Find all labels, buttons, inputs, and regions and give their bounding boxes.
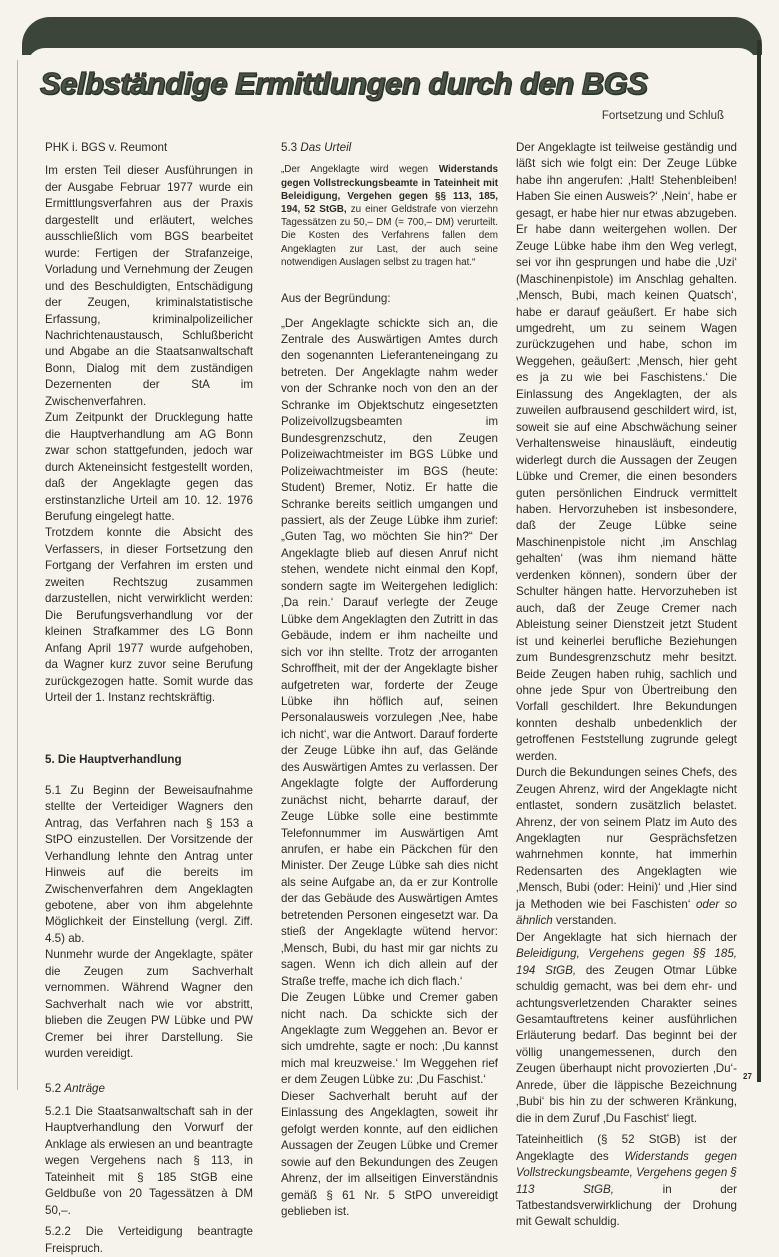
paragraph: Der Angeklagte ist teilweise geständig und läßt sich wie folgt ein: Der Zeuge Lübke habe ihn angerufen: ‚Halt! Stehenbleiben! Haben Sie einen Ausweis?‘ ‚Nein‘, habe er gesagt, er habe hier nur etwas abzugeben. Er habe dann weitergehen wollen. Der Zeuge Lübke habe ihm den Weg verlegt, sei vor ihn gesprungen und habe die ‚Uzi‘ (Maschinenpistole) im Anschlag gehalten. ‚Mensch, Bubi, mach keinen Quatsch‘, habe er darauf geäußert. Er habe sich umgedreht, um zu seinem Wagen zurückzugehen und habe, schon im Weggehen, geäußert: ‚Mensch, hier geht es ja zu wie bei Faschistens.‘ Die Einlassung des Angeklagten, der als zuweilen aufbrausend geschildert wird, ist, soweit sie auf eine Abschwächung seiner Verhaltensweise hinausläuft, eindeutig widerlegt durch die Aussagen der Zeugen Lübke und Cremer, die einen besonders guten persönlichen Eindruck vermittelt haben. Hervorzuheben ist insbesondere, daß der Zeuge Lübke seine Maschinenpistole nicht ‚im Anschlag gehalten‘ (was ihm niemand hätte verdenken können), sondern über der Schulter hängen hatte. Hervorzuheben ist auch, daß der Zeuge Cremer nach Ableistung seiner Dienstzeit jetzt Student ist und keinerlei berufliche Beziehungen zum Bundesgrenzschutz mehr besitzt. Beide Zeugen haben ruhig, sachlich und ohne jede Spur von Übertreibung den Vorfall geschildert. Ihre Bekundungen konnten deshalb unbedenklich der getroffenen Feststellung zugrunde gelegt werden. xyxy=(516,141,737,763)
paragraph: Die Zeugen Lübke und Cremer gaben nicht nach. Da schickte sich der Angeklagte zum Weggehen an. Bevor er sich umdrehte, sagte er noch: ‚Du kannst mich mal kreuzweise.‘ Im Weggehen rief er dem Zeugen Lübke zu: ‚Du Faschist.‘ xyxy=(281,991,498,1087)
section-title: Das Urteil xyxy=(300,141,352,154)
text: Tateinheitlich (§ 52 StGB) ist der Angeklagte des xyxy=(516,1133,737,1163)
section-heading-5-2 xyxy=(45,1081,253,1097)
paragraph: Dieser Sachverhalt beruht auf der Einlassung des Angeklagten, soweit ihr gefolgt werden konnte, auf den eidlichen Aussagen der Zeugen Lübke und Cremer sowie auf den Bekundungen des Zeugen Ahrenz, der im allseitigen Einverständnis gemäß § 61 Nr. 5 StPO unvereidigt geblieben ist. xyxy=(281,1089,498,1218)
paragraph-5-1: 5.1 Zu Beginn der Beweisaufnahme stellte der Verteidiger Wagners den Antrag, das Verfahren nach § 153 a StPO einzustellen. Der Vorsitzende der Verhandlung lehnte den Antrag unter Hinweis auf die bereits im Zwischenverfahren dem Angeklagten gebotene, aber von ihm abgelehnte Möglichkeit der Einstellung (vergl. Ziff. 4.5) ab. xyxy=(45,783,253,945)
text-italic: Beleidigung, Vergehens gegen §§ 185, 194 StGB, xyxy=(516,947,737,977)
verdict-quote xyxy=(281,163,498,269)
reasoning-body xyxy=(281,316,498,1221)
section-5-1 xyxy=(45,783,253,1063)
paragraph-intro: Im ersten Teil dieser Ausführungen in der Ausgabe Februar 1977 wurde ein Ermittlungsverfahren aus der Praxis dargestellt und erläutert, welches ausschließlich vom BGS bearbeitet wurde: Fertigen der Strafanzeige, Vorladung und Vernehmung der Zeugen und des Beschuldigten, Entschädigung der Zeugen, kriminalstatistische Erfassung, kriminalpolizeilicher Nachrichtenaustausch, Schlußbericht und Abgabe an die Staatsanwaltschaft Bonn, Dialog mit dem zuständigen Dezernenten der StA im Zwischenverfahren. xyxy=(45,164,253,408)
section-number: 5.2 xyxy=(45,1081,65,1095)
heading-reasoning: Aus der Begründung: xyxy=(281,292,391,306)
section-number: 5.3 xyxy=(281,141,301,154)
text: in der Tatbestandsverwirklichung der Drohung mit Gewalt schuldig. xyxy=(516,1182,737,1229)
text: verstanden. xyxy=(552,914,617,928)
section-title: Anträge xyxy=(64,1081,105,1095)
page-number: 27 xyxy=(743,1072,752,1081)
text: des Zeugen Otmar Lübke schuldig gemacht, was bei dem ehr- und achtungsverletzenden Charakter seines Gesamtauftretens keiner ausführlichen Erläuterung bedarf. Das beginnt bei der völlig unangemessenen, durch den Zeugen überhaupt nicht provozierten ‚Du‘-Anrede, über die läppische Bezeichnung ‚Bubi‘ bis hin zu der schweren Kränkung, die in dem Zuruf ‚Du Faschist‘ liegt. xyxy=(516,963,737,1125)
column-3 xyxy=(516,140,737,1231)
paragraph-5-1b: Nunmehr wurde der Angeklagte, später die Zeugen zum Sachverhalt vernommen. Während Wagner den Sachverhalt nach wie vor abstritt, blieben die Zeugen PW Lübke und PW Cremer bei ihrer Darstellung. Sie wurden vereidigt. xyxy=(45,948,253,1061)
paragraph xyxy=(45,163,253,706)
text-italic: Widerstands gegen Vollstreckungsbeamte, Vergehens gegen § 113 StGB, xyxy=(516,1149,737,1196)
quote-text: „Der Angeklagte wird wegen xyxy=(281,164,439,176)
quote-text: zu einer Geldstrafe von vierzehn Tagessätzen zu 50,– DM (= 700,– DM) verurteilt. Die Kosten des Verfahrens fallen dem Angeklagten zur Last, der auch seine notwendigen Auslagen selbst zu tragen hat.“ xyxy=(281,204,498,268)
left-edge-line xyxy=(17,60,18,1090)
paragraph-print-date: Zum Zeitpunkt der Drucklegung hatte die Hauptverhandlung am AG Bonn zwar schon stattgefunden, jedoch war durch Akteneinsicht festgestellt worden, daß der Angeklagte gegen das erstinstanzliche Urteil am 10. 12. 1976 Berufung eingelegt hatte. xyxy=(45,411,253,523)
paragraph xyxy=(516,930,737,1127)
text: Der Angeklagte hat sich hiernach der xyxy=(516,930,737,944)
text: Durch die Bekundungen seines Chefs, des Zeugen Ahrenz, wird der Angeklagte nicht entlastet, sondern zusätzlich belastet. Ahrenz, der von seinem Platz im Auto des Angeklagten nur Gesprächsfetzen wahrnehmen konnte, hat immerhin Redensarten des Angeklagten wie ‚Mensch, Bubi (oder: Heini)‘ und ‚Hier sind ja Methoden wie bei Faschisten‘ xyxy=(516,766,737,911)
author: PHK i. BGS v. Reumont xyxy=(45,141,168,154)
paragraph-appeal: Trotzdem konnte die Absicht des Verfassers, in dieser Fortsetzung den Fortgang der Verfahren im ersten und zweiten Rechtszug zusammen darzustellen, nicht verwirklicht werden: Die Berufungsverhandlung vor der kleinen Strafkammer des LG Bonn Anfang April 1977 wurde aufgehoben, da Wagner kurz zuvor seine Berufung zurückgezogen hatte. Somit wurde das Urteil der 1. Instanz rechtskräftig. xyxy=(45,526,253,704)
quote-bold: Widerstands gegen Vollstreckungsbeamte in Tateinheit mit Beleidigung, Vergehen gegen §§ 113, 185, 194, 52 StGB, xyxy=(281,164,498,216)
text-italic: oder so ähnlich xyxy=(516,897,738,928)
column-1 xyxy=(45,140,253,1257)
paragraph-5-2-1: 5.2.1 Die Staatsanwaltschaft sah in der Hauptverhandlung den Vorwurf der Anklage als erwiesen an und beantragte wegen Vergehens nach § 113, in Tateinheit mit § 185 StGB eine Geldbuße von 20 Tagessätzen à DM 50,–. xyxy=(45,1105,253,1217)
article-subtitle: Fortsetzung und Schluß xyxy=(601,110,724,122)
column-2 xyxy=(281,140,498,1220)
section-heading-5: 5. Die Hauptverhandlung xyxy=(45,753,182,767)
column-3-body xyxy=(516,140,737,1231)
paragraph xyxy=(516,1132,737,1231)
paragraph: „Der Angeklagte schickte sich an, die Zentrale des Auswärtigen Amtes durch den sogenannten Lieferanteneingang zu betreten. Der Angeklagte nahm weder von der Schranke noch von den an der Schranke im Objektschutz eingesetzten Polizeivollzugsbeamten im Bundesgrenzschutz, den Zeugen Polizeiwachtmeister im BGS Lübke und Polizeiwachtmeister im BGS (heute: Student) Bremer, Notiz. Er hatte die Schranke bereits seitlich umgangen und passiert, als der Zeuge Lübke ihm zurief: „Guten Tag, wo möchten Sie hin?“ Der Angeklagte blieb auf diesen Anruf nicht stehen, wendete nicht einmal den Kopf, sondern sagte im Weitergehen lediglich: ‚Da rein.‘ Darauf verlegte der Zeuge Lübke dem Angeklagten den Zutritt in das Gebäude, indem er ihm nacheilte und sich vor ihn stellte. Trotz der arroganten Schroffheit, mit der der Angeklagte bisher aufgetreten war, forderte der Zeuge Lübke ihn höflich auf, seinen Personalausweis vorzulegen ‚Nee, habe ich nicht‘, war die Antwort. Darauf forderte der Zeuge Lübke ihn auf, das Gelände des Auswärtigen Amtes zu verlassen. Der Angeklagte folgte der Aufforderung zunächst nicht, beharrte darauf, der Zeuge Lübke solle eine bestimmte Telefonnummer im Auswärtigen Amt anrufen, er habe ein Päckchen für den Minister. Der Zeuge Lübke sah dies nicht als seine Aufgabe an, da er zur Kontrolle der das Gebäude des Auswärtigen Amtes betretenden Personen eingesetzt war. Da stieß der Angeklagte wütend hervor: ‚Mensch, Bubi, du hast mir gar nichts zu sagen. Wenn ich dich allein auf der Straße treffe, mache ich dich flach.‘ xyxy=(281,316,498,988)
paragraph xyxy=(516,765,737,930)
section-heading-5-3 xyxy=(281,140,498,156)
article-title: Selbständige Ermittlungen durch den BGS xyxy=(40,66,648,101)
right-frame-line xyxy=(757,40,761,1082)
paragraph-5-2-2: 5.2.2 Die Verteidigung beantragte Freispruch. xyxy=(45,1225,253,1255)
